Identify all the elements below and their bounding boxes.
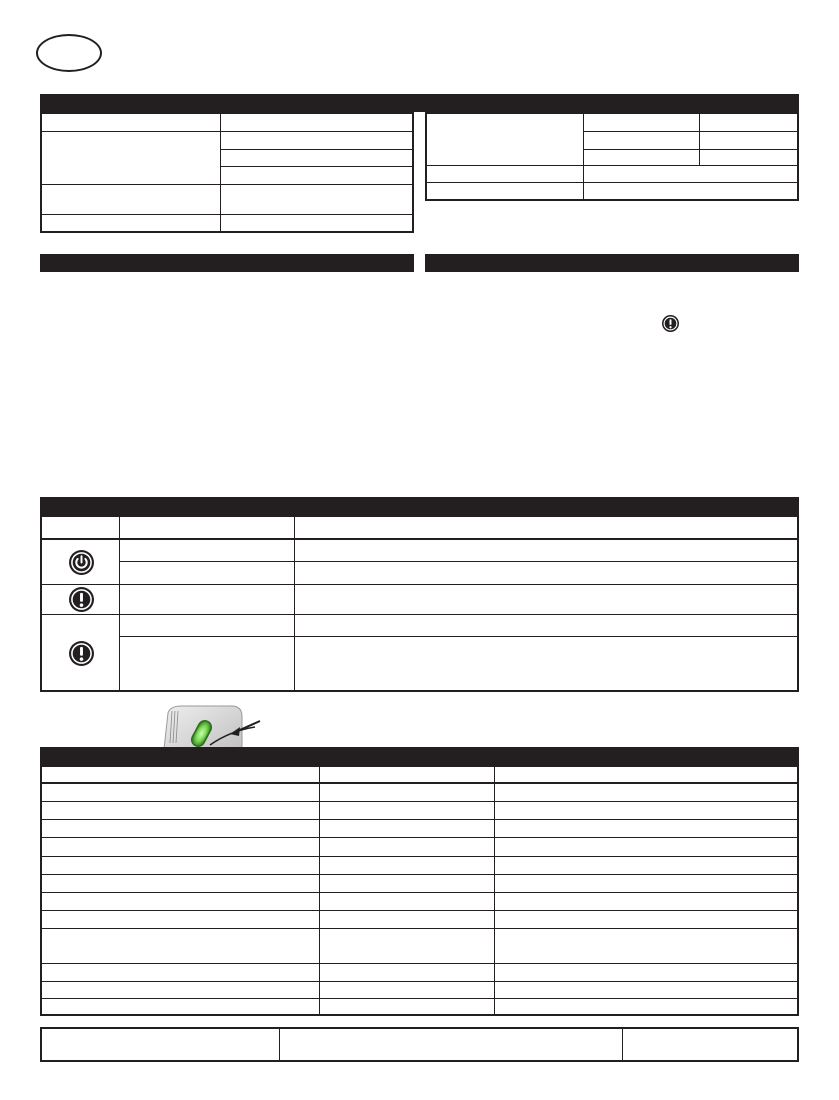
language-badge [36,34,102,72]
footer-box [40,1027,799,1062]
exclamation-icon [69,587,94,612]
lower-table-header-bar [40,747,799,765]
indicator-table [40,515,799,692]
exclamation-icon [662,315,679,332]
exclamation-icon [69,641,94,666]
left-section-header-bar [40,254,414,272]
power-icon [69,550,94,575]
spec-table-right [425,112,799,201]
right-section-header-bar [425,254,799,272]
spec-header-bar [40,94,799,112]
lower-table [40,765,799,1016]
indicator-table-header-bar [40,497,799,515]
spec-table-left [40,112,414,233]
